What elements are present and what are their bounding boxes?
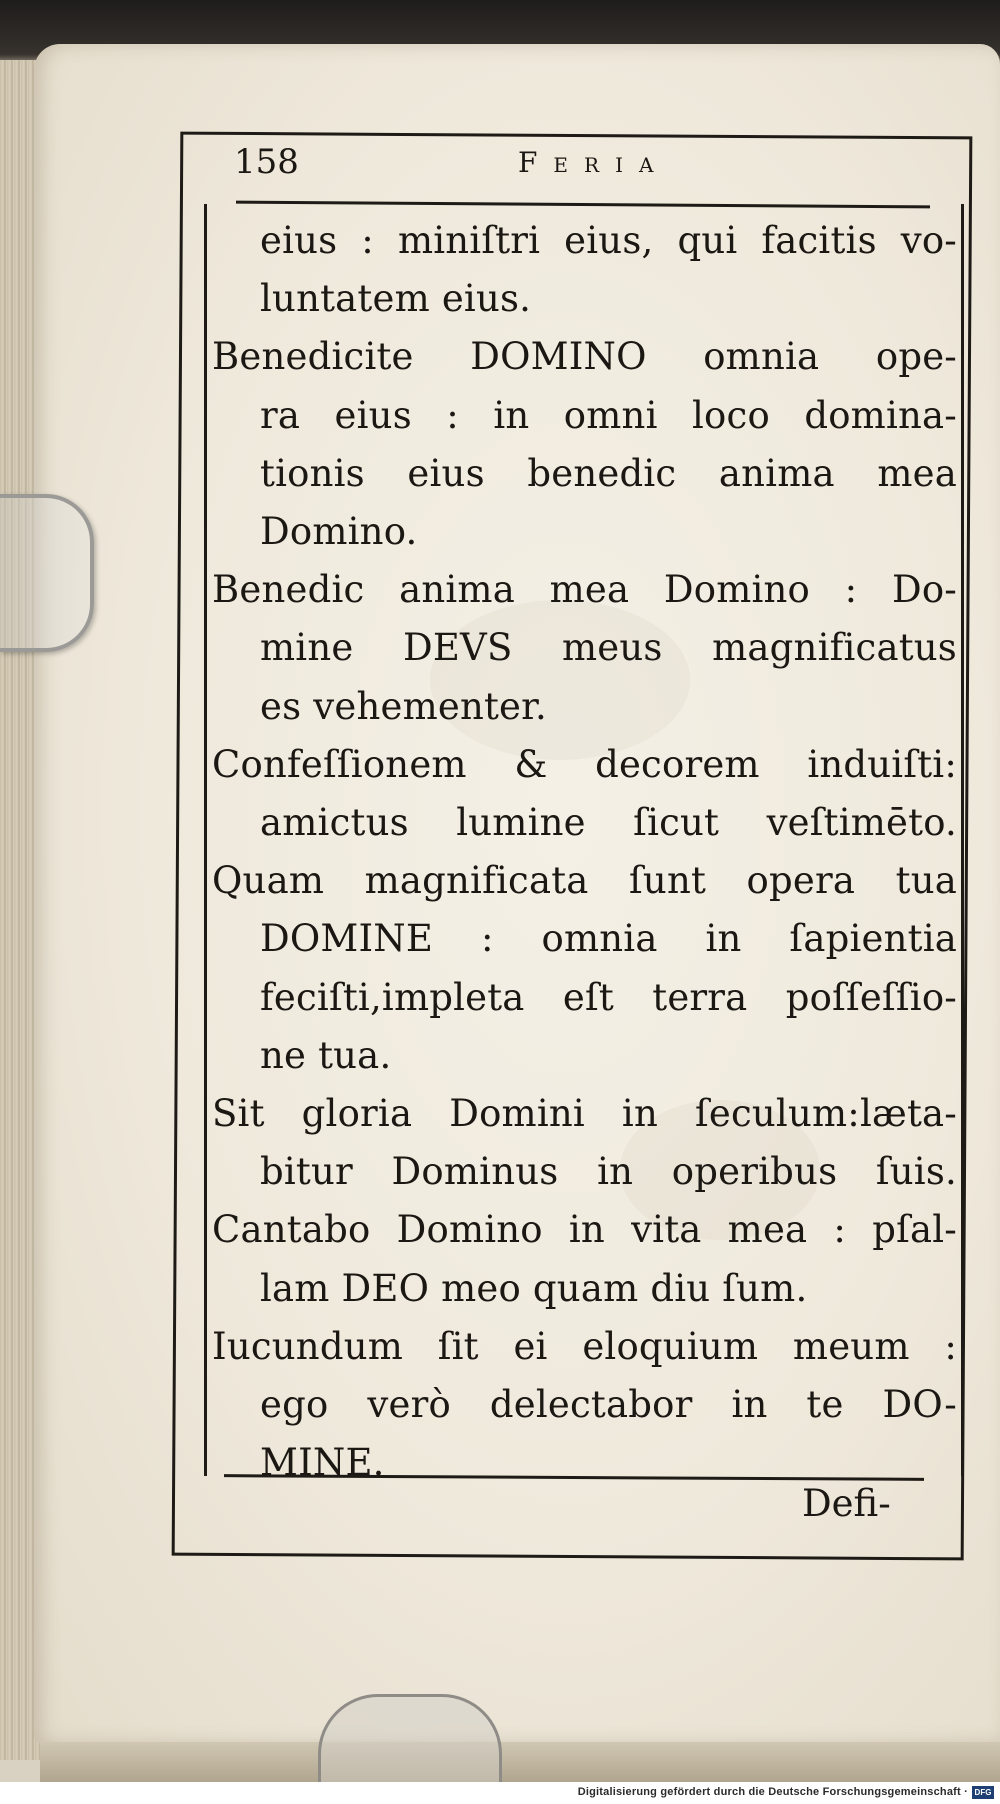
running-head: Feria (518, 146, 670, 179)
catchword: Defi- (802, 1482, 891, 1525)
text-line: luntatem eius. (260, 277, 532, 321)
footer-bar (0, 1782, 1000, 1804)
text-line: es vehementer. (260, 684, 547, 728)
text-line: Benedicite DOMINO omnia ope- (212, 335, 957, 379)
dfg-logo: DFG (972, 1786, 994, 1799)
text-line: Confeſſionem & decorem induiſti: (212, 742, 957, 786)
page-number: 158 (234, 142, 299, 182)
page-clip (0, 494, 94, 652)
text-line: Quam magnificata ſunt opera tua (212, 859, 957, 903)
text-line: mine DEVS meus magnificatus (260, 626, 957, 670)
text-line: Sit gloria Domini in ſeculum:læta- (212, 1092, 957, 1136)
page-bottom-edge (40, 1742, 1000, 1782)
text-line: ne tua. (260, 1033, 392, 1077)
text-line: MINE. (260, 1441, 385, 1485)
text-line: Iucundum ſit ei eloquium meum : (212, 1324, 957, 1368)
text-line: tionis eius benedic anima mea (260, 451, 957, 495)
text-line: Domino. (260, 510, 418, 554)
text-line: Benedic anima mea Domino : Do- (212, 568, 957, 612)
text-line: amictus lumine ſicut veſtimēto. (260, 801, 957, 845)
text-line: bitur Dominus in operibus ſuis. (260, 1150, 957, 1194)
text-line: Cantabo Domino in vita mea : pſal- (212, 1208, 957, 1252)
text-line: lam DEO meo quam diu ſum. (260, 1266, 808, 1310)
text-line: feciſti,impleta eſt terra poſſeſſio- (260, 975, 957, 1019)
funding-credit: Digitalisierung gefördert durch die Deutsche Forschungsgemeinschaft · (577, 1786, 968, 1798)
text-line: eius : miniſtri eius, qui facitis vo- (260, 219, 957, 262)
bottom-clip (318, 1694, 502, 1787)
text-line: ego verò delectabor in te DO- (260, 1383, 957, 1427)
psalm-text (212, 212, 957, 1492)
text-line: ra eius : in omni loco domina- (260, 393, 957, 437)
text-line: DOMINE : omnia in ſapientia (260, 917, 957, 961)
